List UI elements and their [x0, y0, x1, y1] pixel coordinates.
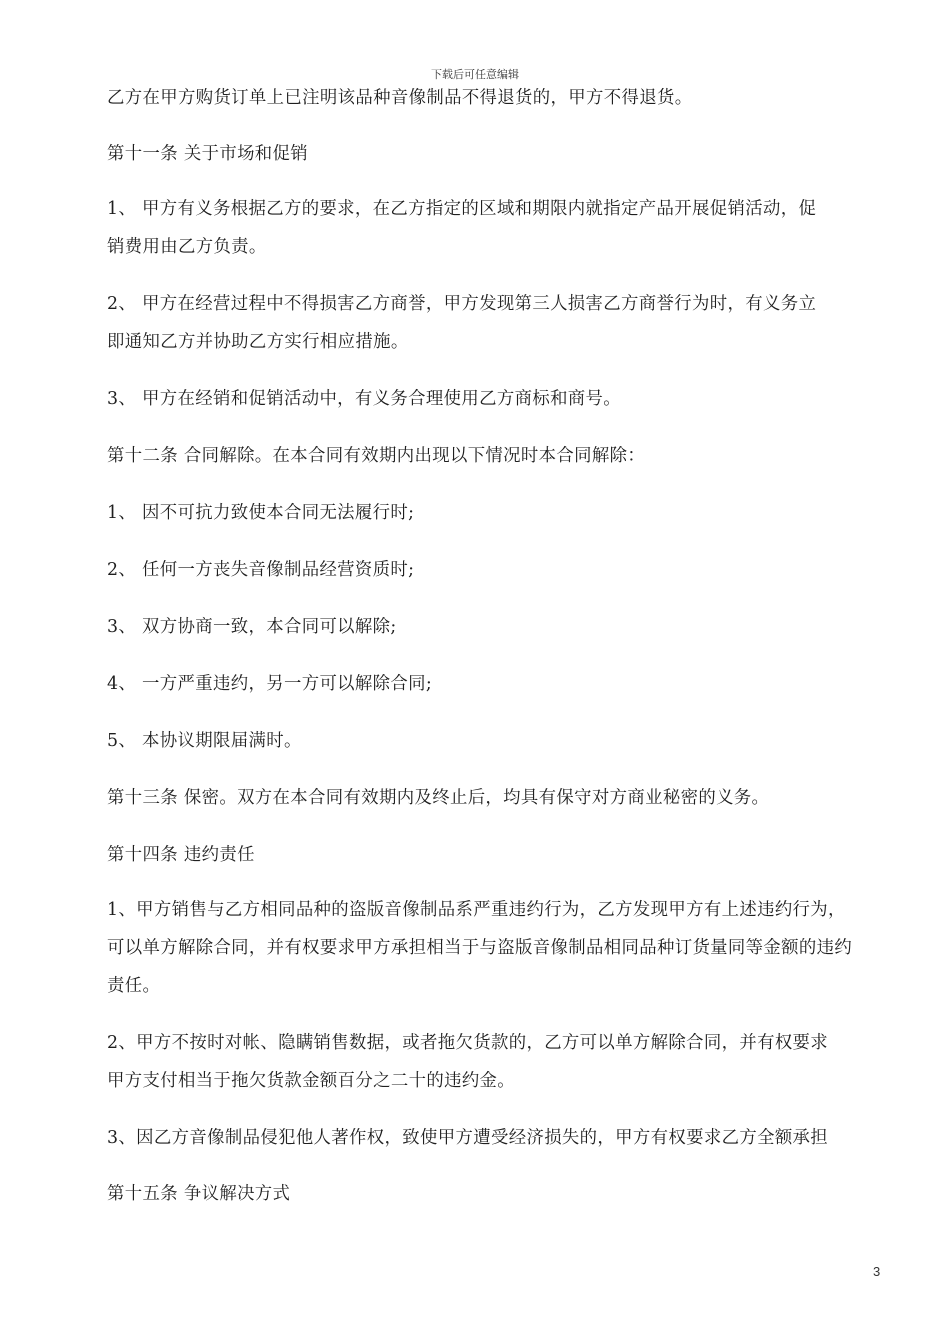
article-12-item-4 — [107, 665, 885, 703]
article-14-item-1 — [107, 891, 885, 1005]
text-line: 2、 甲方在经营过程中不得损害乙方商誉，甲方发现第三人损害乙方商誉行为时，有义务立 — [107, 294, 817, 314]
text-line: 第十四条 违约责任 — [107, 845, 255, 865]
text-line: 第十三条 保密。双方在本合同有效期内及终止后，均具有保守对方商业秘密的义务。 — [107, 788, 770, 808]
text-line: 责任。 — [107, 976, 161, 996]
article-15-heading — [107, 1175, 885, 1213]
article-12-item-5 — [107, 722, 885, 760]
text-line: 第十二条 合同解除。在本合同有效期内出现以下情况时本合同解除： — [107, 446, 646, 466]
article-11-heading — [107, 135, 885, 173]
article-12-heading — [107, 437, 885, 475]
article-11-item-2 — [107, 285, 885, 361]
article-14-heading — [107, 836, 885, 874]
text-line: 4、 一方严重违约，另一方可以解除合同; — [107, 674, 433, 694]
article-12-item-3 — [107, 608, 885, 646]
article-14-item-3 — [107, 1119, 885, 1157]
article-13 — [107, 779, 885, 817]
article-12-item-2 — [107, 551, 885, 589]
text-line: 2、 任何一方丧失音像制品经营资质时; — [107, 560, 415, 580]
text-line: 乙方在甲方购货订单上已注明该品种音像制品不得退货的，甲方不得退货。 — [107, 88, 693, 108]
text-line: 1、 因不可抗力致使本合同无法履行时; — [107, 503, 415, 523]
text-line: 2、甲方不按时对帐、隐瞒销售数据，或者拖欠货款的，乙方可以单方解除合同，并有权要求 — [107, 1033, 829, 1053]
article-14-item-2 — [107, 1024, 885, 1100]
article-12-item-1 — [107, 494, 885, 532]
text-line: 第十五条 争议解决方式 — [107, 1184, 291, 1204]
text-line: 3、 双方协商一致，本合同可以解除; — [107, 617, 397, 637]
text-line: 第十一条 关于市场和促销 — [107, 144, 309, 164]
text-line: 销费用由乙方负责。 — [107, 237, 267, 257]
article-11-item-3 — [107, 380, 885, 418]
header-note: 下载后可任意编辑 — [431, 68, 519, 81]
text-line: 即通知乙方并协助乙方实行相应措施。 — [107, 332, 409, 352]
text-line: 甲方支付相当于拖欠货款金额百分之二十的违约金。 — [107, 1071, 516, 1091]
text-line: 3、因乙方音像制品侵犯他人著作权，致使甲方遭受经济损失的，甲方有权要求乙方全额承担 — [107, 1128, 829, 1148]
text-line: 1、甲方销售与乙方相同品种的盗版音像制品系严重违约行为，乙方发现甲方有上述违约行为， — [107, 900, 846, 920]
text-line: 1、 甲方有义务根据乙方的要求，在乙方指定的区域和期限内就指定产品开展促销活动，促 — [107, 199, 817, 219]
text-line: 可以单方解除合同，并有权要求甲方承担相当于与盗版音像制品相同品种订货量同等金额的违约 — [107, 938, 853, 958]
page-number: 3 — [873, 1264, 881, 1279]
text-line: 3、 甲方在经销和促销活动中，有义务合理使用乙方商标和商号。 — [107, 389, 622, 409]
paragraph-return-policy — [107, 79, 885, 117]
article-11-item-1 — [107, 190, 885, 266]
text-line: 5、 本协议期限届满时。 — [107, 731, 302, 751]
